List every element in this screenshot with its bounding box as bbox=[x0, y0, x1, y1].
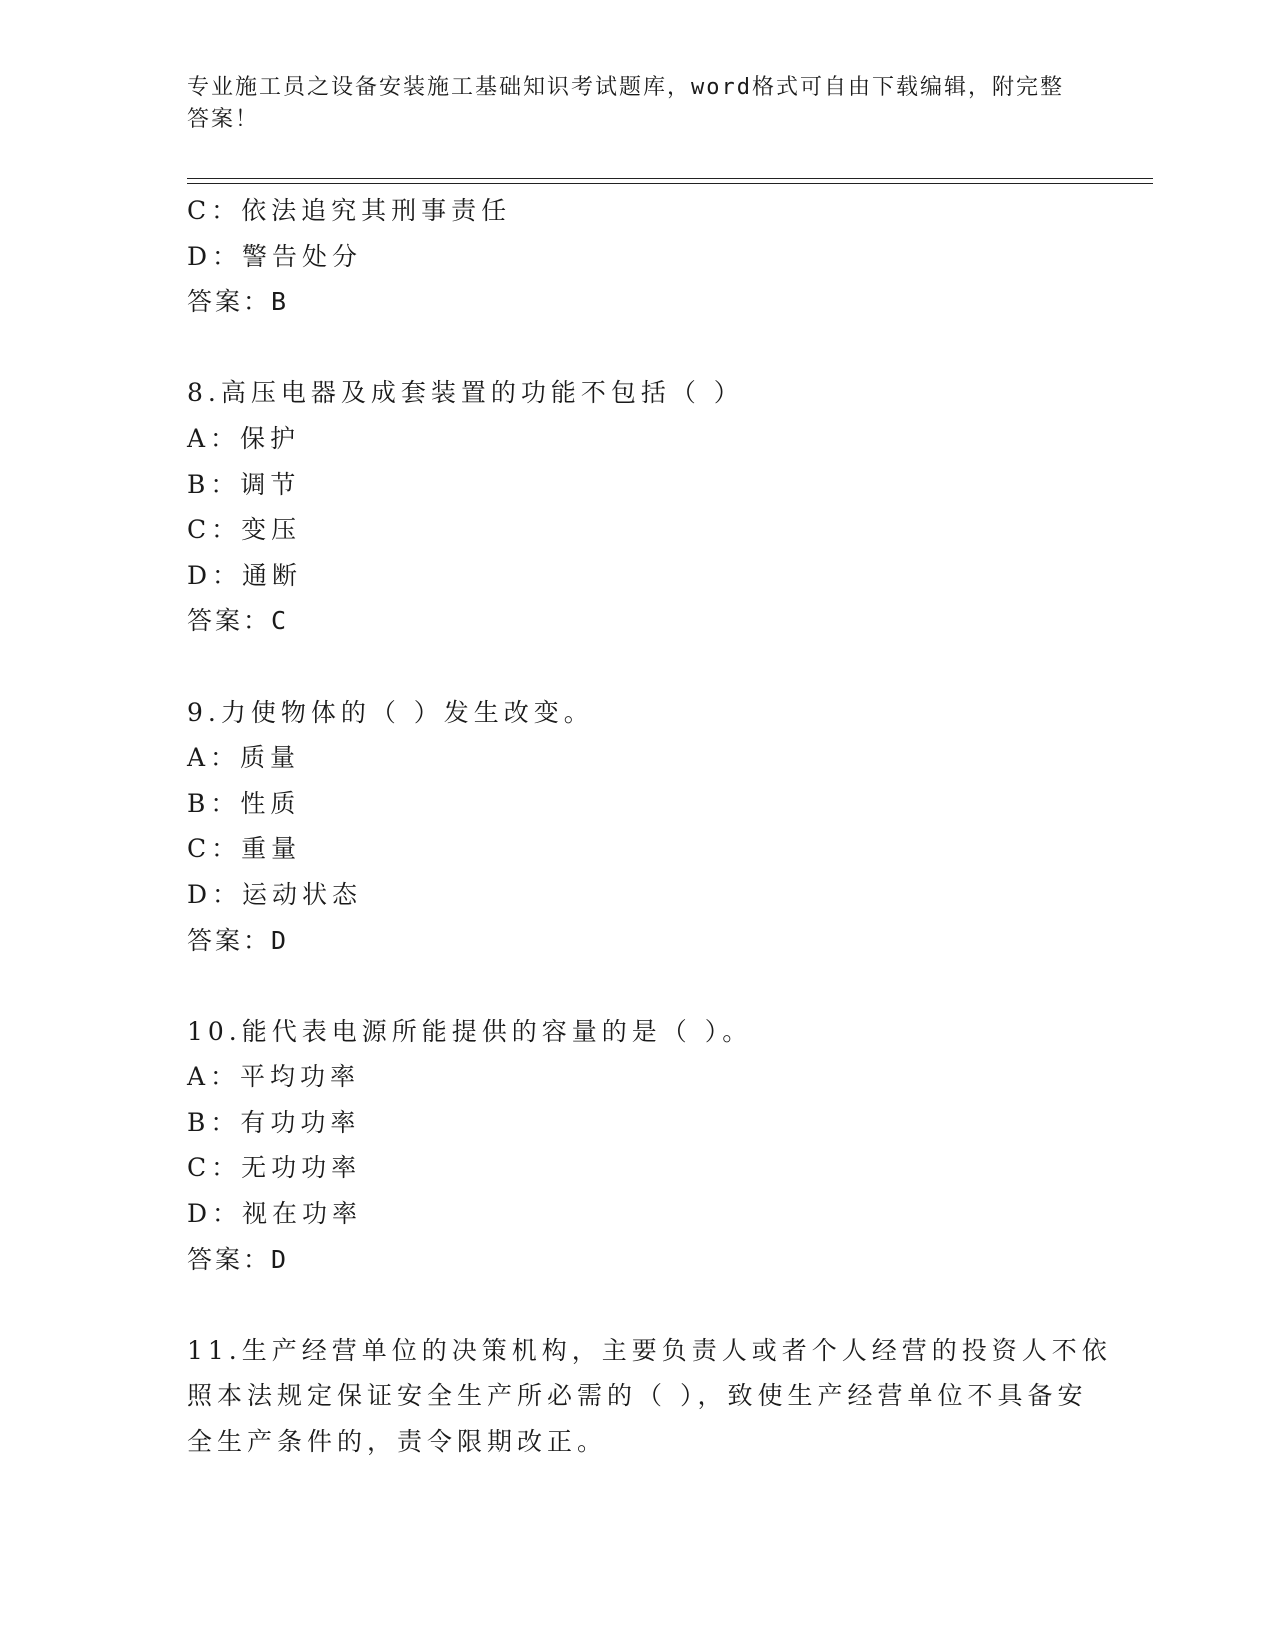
question-title: 8.高压电器及成套装置的功能不包括（ ） bbox=[187, 378, 744, 408]
option-d: D：视在功率 bbox=[187, 1199, 363, 1229]
option-d: D：通断 bbox=[187, 560, 303, 590]
option-b: B：有功功率 bbox=[187, 1107, 361, 1137]
question-title-line: 照本法规定保证安全生产所必需的（ ），致使生产经营单位不具备安 bbox=[187, 1381, 1088, 1411]
option-c: C：重量 bbox=[187, 834, 302, 864]
option-c: C：变压 bbox=[187, 515, 302, 545]
option-b: B：性质 bbox=[187, 788, 301, 818]
option-d: D：警告处分 bbox=[187, 241, 363, 271]
answer-line: 答案：C bbox=[187, 606, 290, 636]
spacer bbox=[187, 1282, 1087, 1328]
question-title: 9.力使物体的（ ）发生改变。 bbox=[187, 697, 594, 727]
document-header: 专业施工员之设备安装施工基础知识考试题库，word格式可自由下载编辑，附完整答案！ bbox=[187, 75, 1064, 132]
answer-line: 答案：D bbox=[187, 925, 290, 955]
option-a: A：质量 bbox=[187, 743, 301, 773]
option-a: A：保护 bbox=[187, 423, 301, 453]
question-list bbox=[187, 188, 1112, 1465]
answer-line: 答案：B bbox=[187, 287, 290, 317]
spacer bbox=[187, 325, 1087, 371]
spacer bbox=[187, 963, 1087, 1009]
spacer bbox=[187, 644, 1087, 690]
option-a: A：平均功率 bbox=[187, 1062, 361, 1092]
option-c: C：依法追究其刑事责任 bbox=[187, 196, 512, 225]
header-rule-top bbox=[187, 178, 1153, 179]
option-b: B：调节 bbox=[187, 469, 301, 499]
option-d: D：运动状态 bbox=[187, 879, 363, 909]
option-c: C：无功功率 bbox=[187, 1153, 362, 1183]
question-title-line: 11.生产经营单位的决策机构，主要负责人或者个人经营的投资人不依 bbox=[187, 1335, 1112, 1365]
question-title: 10.能代表电源所能提供的容量的是（ ）。 bbox=[187, 1016, 753, 1046]
question-title-line: 全生产条件的，责令限期改正。 bbox=[187, 1427, 608, 1457]
answer-line: 答案：D bbox=[187, 1244, 290, 1274]
header-rule-bottom bbox=[187, 183, 1153, 184]
